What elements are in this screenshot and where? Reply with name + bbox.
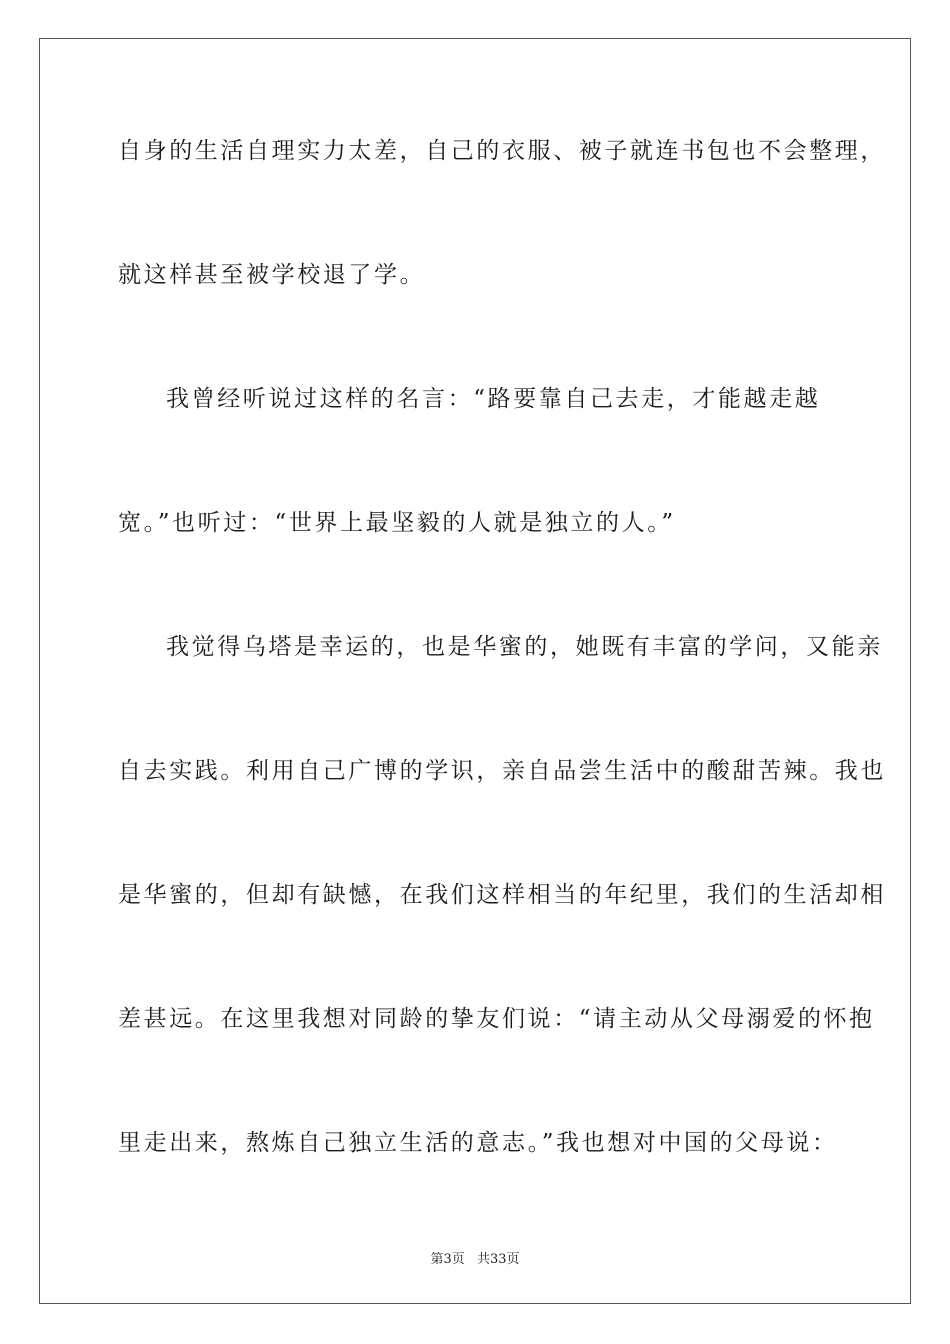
text-line: 宽。”也听过：“世界上最坚毅的人就是独立的人。” xyxy=(118,510,676,536)
page-footer xyxy=(0,1248,950,1267)
text-line: 里走出来，熬炼自己独立生活的意志。”我也想对中国的父母说： xyxy=(118,1130,838,1156)
text-line: 我觉得乌塔是幸运的，也是华蜜的，她既有丰富的学问，又能亲 xyxy=(166,634,883,660)
text-line: 自去实践。利用自己广博的学识，亲自品尝生活中的酸甜苦辣。我也 xyxy=(118,758,886,784)
total-pages: 共33页 xyxy=(476,1252,520,1267)
text-line: 就这样甚至被学校退了学。 xyxy=(118,262,426,288)
text-line: 差甚远。在这里我想对同龄的挚友们说：“请主动从父母溺爱的怀抱 xyxy=(118,1006,875,1032)
page-number: 第3页 xyxy=(430,1252,465,1267)
text-line: 自身的生活自理实力太差，自己的衣服、被子就连书包也不会整理， xyxy=(118,138,886,164)
text-line: 是华蜜的，但却有缺憾，在我们这样相当的年纪里，我们的生活却相 xyxy=(118,882,886,908)
page-border xyxy=(39,38,911,1304)
text-line: 我曾经听说过这样的名言：“路要靠自己去走，才能越走越 xyxy=(166,386,821,412)
